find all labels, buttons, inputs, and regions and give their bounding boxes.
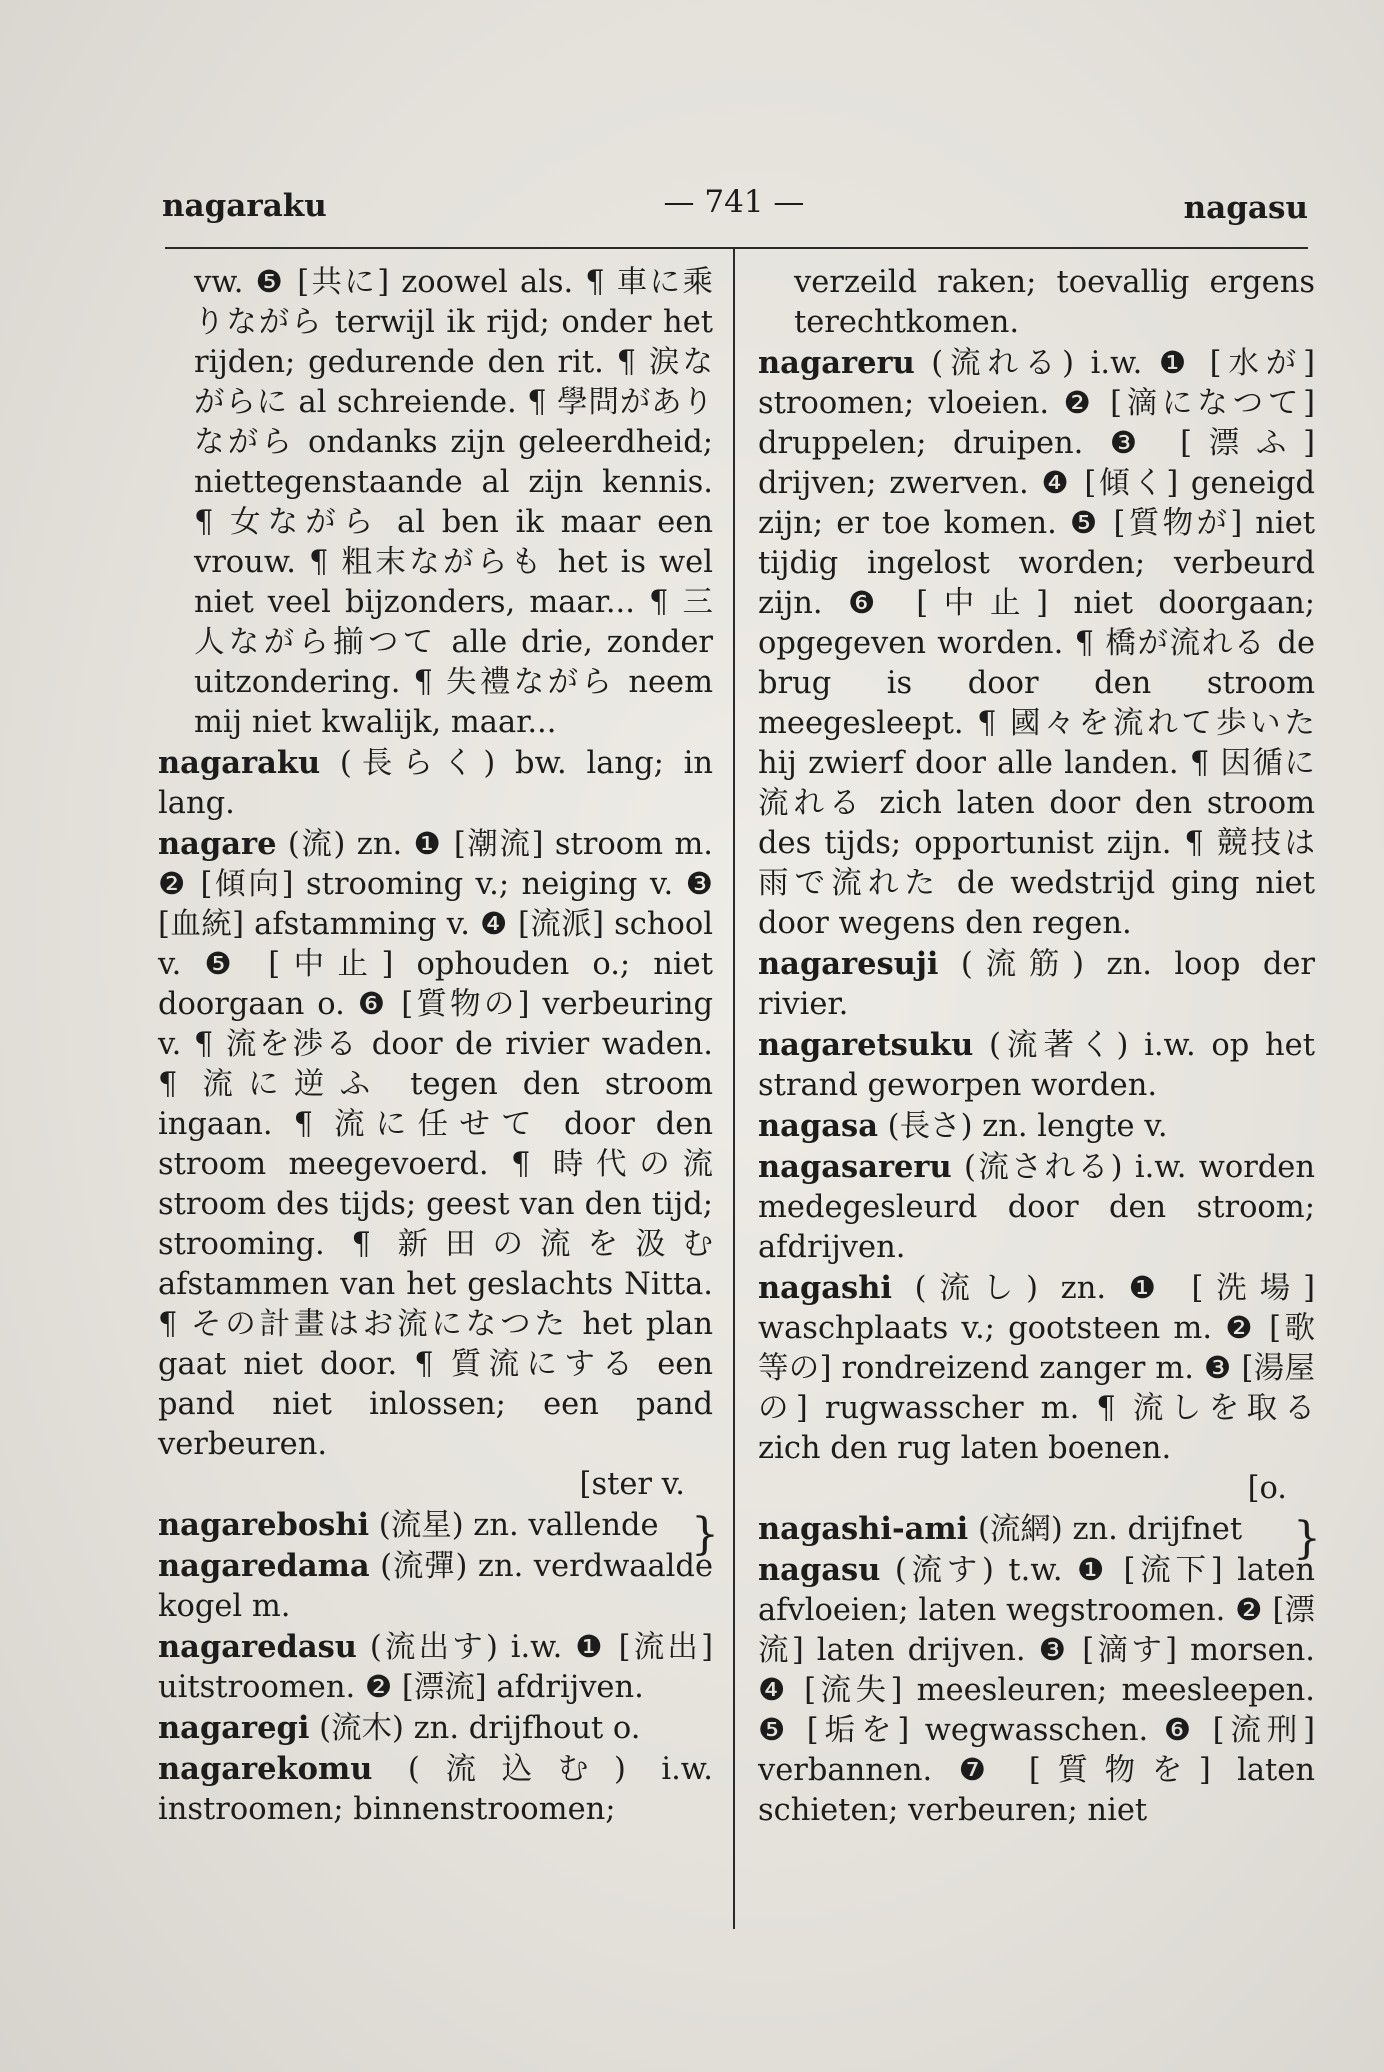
entry-text: (流星) zn. vallende [369, 1508, 659, 1543]
entry-headword: nagasareru [758, 1149, 952, 1185]
dictionary-entry [158, 1627, 713, 1708]
dictionary-entry [758, 262, 1315, 343]
entry-text: vw. ❺ [共に] zoowel als. ¶ 車に乘りながら terwijl ik rijd; onder het rijden; gedurende den rit. ¶ 涙ながらに al schreiende. ¶ 學問がありながら ondanks zijn geleerdheid; niettegenstaande al zijn kennis. ¶ 女ながら al ben ik maar een vrouw. ¶ 粗末ながらも het is wel niet veel bijzonders, maar... ¶ 三人ながら揃つて alle drie, zonder uitzondering. ¶ 失禮ながら neem mij niet kwalijk, maar... [194, 265, 713, 740]
dictionary-entry [758, 1268, 1315, 1469]
entry-headword: nagare [158, 826, 277, 862]
entry-headword: nagasu [758, 1552, 881, 1588]
dictionary-entry [158, 743, 713, 824]
page-number: — 741 — [663, 184, 805, 220]
brace-glyph: } [691, 1509, 719, 1560]
dictionary-entry [158, 1505, 719, 1560]
entry-text: (流彈) zn. verdwaalde kogel m. [158, 1549, 713, 1624]
dictionary-entry [158, 824, 713, 1465]
dictionary-entry [758, 1106, 1315, 1147]
entry-text: (流れる) i.w. ❶ [水が] stroomen; vloeien. ❷ [滴になつて] druppelen; druipen. ❸ [漂ふ] drijven; zwerven. ❹ [傾く] geneigd zijn; er toe komen. ❺ [質物が] niet tijdig ingelost worden; verbeurd zijn. ❻ [中止] niet doorgaan; opgegeven worden. ¶ 橋が流れる de brug is door den stroom meegesleept. ¶ 國々を流れて歩いた hij zwierf door alle landen. ¶ 因循に流れる zich laten door den stroom des tijds; opportunist zijn. ¶ 競技は雨で流れた de wedstrijd ging niet door wegens den regen. [758, 346, 1315, 941]
entry-headword: nagashi [758, 1270, 892, 1306]
dictionary-entry [758, 1147, 1315, 1268]
entry-headword: nagarekomu [158, 1751, 373, 1787]
entry-headword: nagashi-ami [758, 1511, 969, 1547]
entry-headword: nagareboshi [158, 1507, 370, 1543]
dictionary-entry [758, 1509, 1321, 1564]
entry-headword: nagaregi [158, 1710, 310, 1746]
entry-text: (流される) i.w. worden medegesleurd door den stroom; afdrijven. [758, 1150, 1315, 1265]
entry-text: (長さ) zn. lengte v. [877, 1109, 1168, 1144]
entry-text: [o. [1247, 1471, 1287, 1506]
entry-text: (流す) t.w. ❶ [流下] laten afvloeien; laten wegstroomen. ❷ [漂流] laten drijven. ❸ [滴す] morsen. ❹ [流失] meesleuren; meesleepen. ❺ [垢を] wegwasschen. ❻ [流刑] verbannen. ❼ [質物を] laten schieten; verbeuren; niet [758, 1553, 1315, 1828]
entry-headword: nagareru [758, 345, 915, 381]
left-column [158, 262, 719, 1830]
column-divider [733, 249, 735, 1929]
header-last-word: nagasu [1183, 190, 1308, 226]
right-column [758, 262, 1321, 1831]
entry-text: (流著く) i.w. op het strand geworpen worden. [758, 1028, 1315, 1103]
entry-headword: nagasa [758, 1108, 878, 1144]
dictionary-entry [158, 262, 713, 743]
dictionary-entry-continuation [158, 1465, 713, 1505]
entry-headword: nagaredasu [158, 1629, 357, 1665]
entry-text: (流) zn. ❶ [潮流] stroom m. ❷ [傾向] strooming v.; neiging v. ❸ [血統] afstamming v. ❹ [流派] school v. ❺ [中止] ophouden o.; niet doorgaan o. ❻ [質物の] verbeuring v. ¶ 流を渉る door de rivier waden. ¶ 流に逆ふ tegen den stroom ingaan. ¶ 流に任せて door den stroom meegevoerd. ¶ 時代の流 stroom des tijds; geest van den tijd; strooming. ¶ 新田の流を汲む afstammen van het geslachts Nitta. ¶ その計畫はお流になつた het plan gaat niet door. ¶ 質流にする een pand niet inlossen; een pand verbeuren. [158, 827, 713, 1462]
entry-text: (流込む) i.w. instroomen; binnenstroomen; [158, 1752, 713, 1827]
entry-text: (長らく) bw. lang; in lang. [158, 746, 713, 821]
entry-text: (流出す) i.w. ❶ [流出] uitstroomen. ❷ [漂流] afdrijven. [158, 1630, 713, 1705]
dictionary-entry-continuation [758, 1469, 1315, 1509]
dictionary-entry [158, 1749, 713, 1830]
brace-glyph: } [1293, 1513, 1321, 1564]
entry-text: (流木) zn. drijfhout o. [309, 1711, 641, 1746]
entry-text: verzeild raken; toevallig ergens terechtkomen. [794, 265, 1315, 340]
entry-headword: nagaresuji [758, 946, 939, 982]
entry-text: (流し) zn. ❶ [洗場] waschplaats v.; gootsteen m. ❷ [歌等の] rondreizend zanger m. ❸ [湯屋の] rugwasscher m. ¶ 流しを取る zich den rug laten boenen. [758, 1271, 1315, 1466]
dictionary-entry [758, 343, 1315, 944]
entry-headword: nagaraku [158, 745, 321, 781]
page-header [160, 178, 1308, 232]
header-first-word: nagaraku [162, 188, 327, 224]
dictionary-entry [758, 1025, 1315, 1106]
dictionary-entry [158, 1708, 713, 1749]
entry-text: (流筋) zn. loop der rivier. [758, 947, 1315, 1022]
entry-headword: nagaretsuku [758, 1027, 974, 1063]
header-rule [165, 247, 1308, 249]
dictionary-entry [758, 1550, 1315, 1831]
entry-text: (流網) zn. drijfnet [968, 1512, 1243, 1547]
dictionary-entry [158, 1546, 713, 1627]
entry-headword: nagaredama [158, 1548, 370, 1584]
dictionary-entry [758, 944, 1315, 1025]
entry-text: [ster v. [579, 1467, 685, 1502]
